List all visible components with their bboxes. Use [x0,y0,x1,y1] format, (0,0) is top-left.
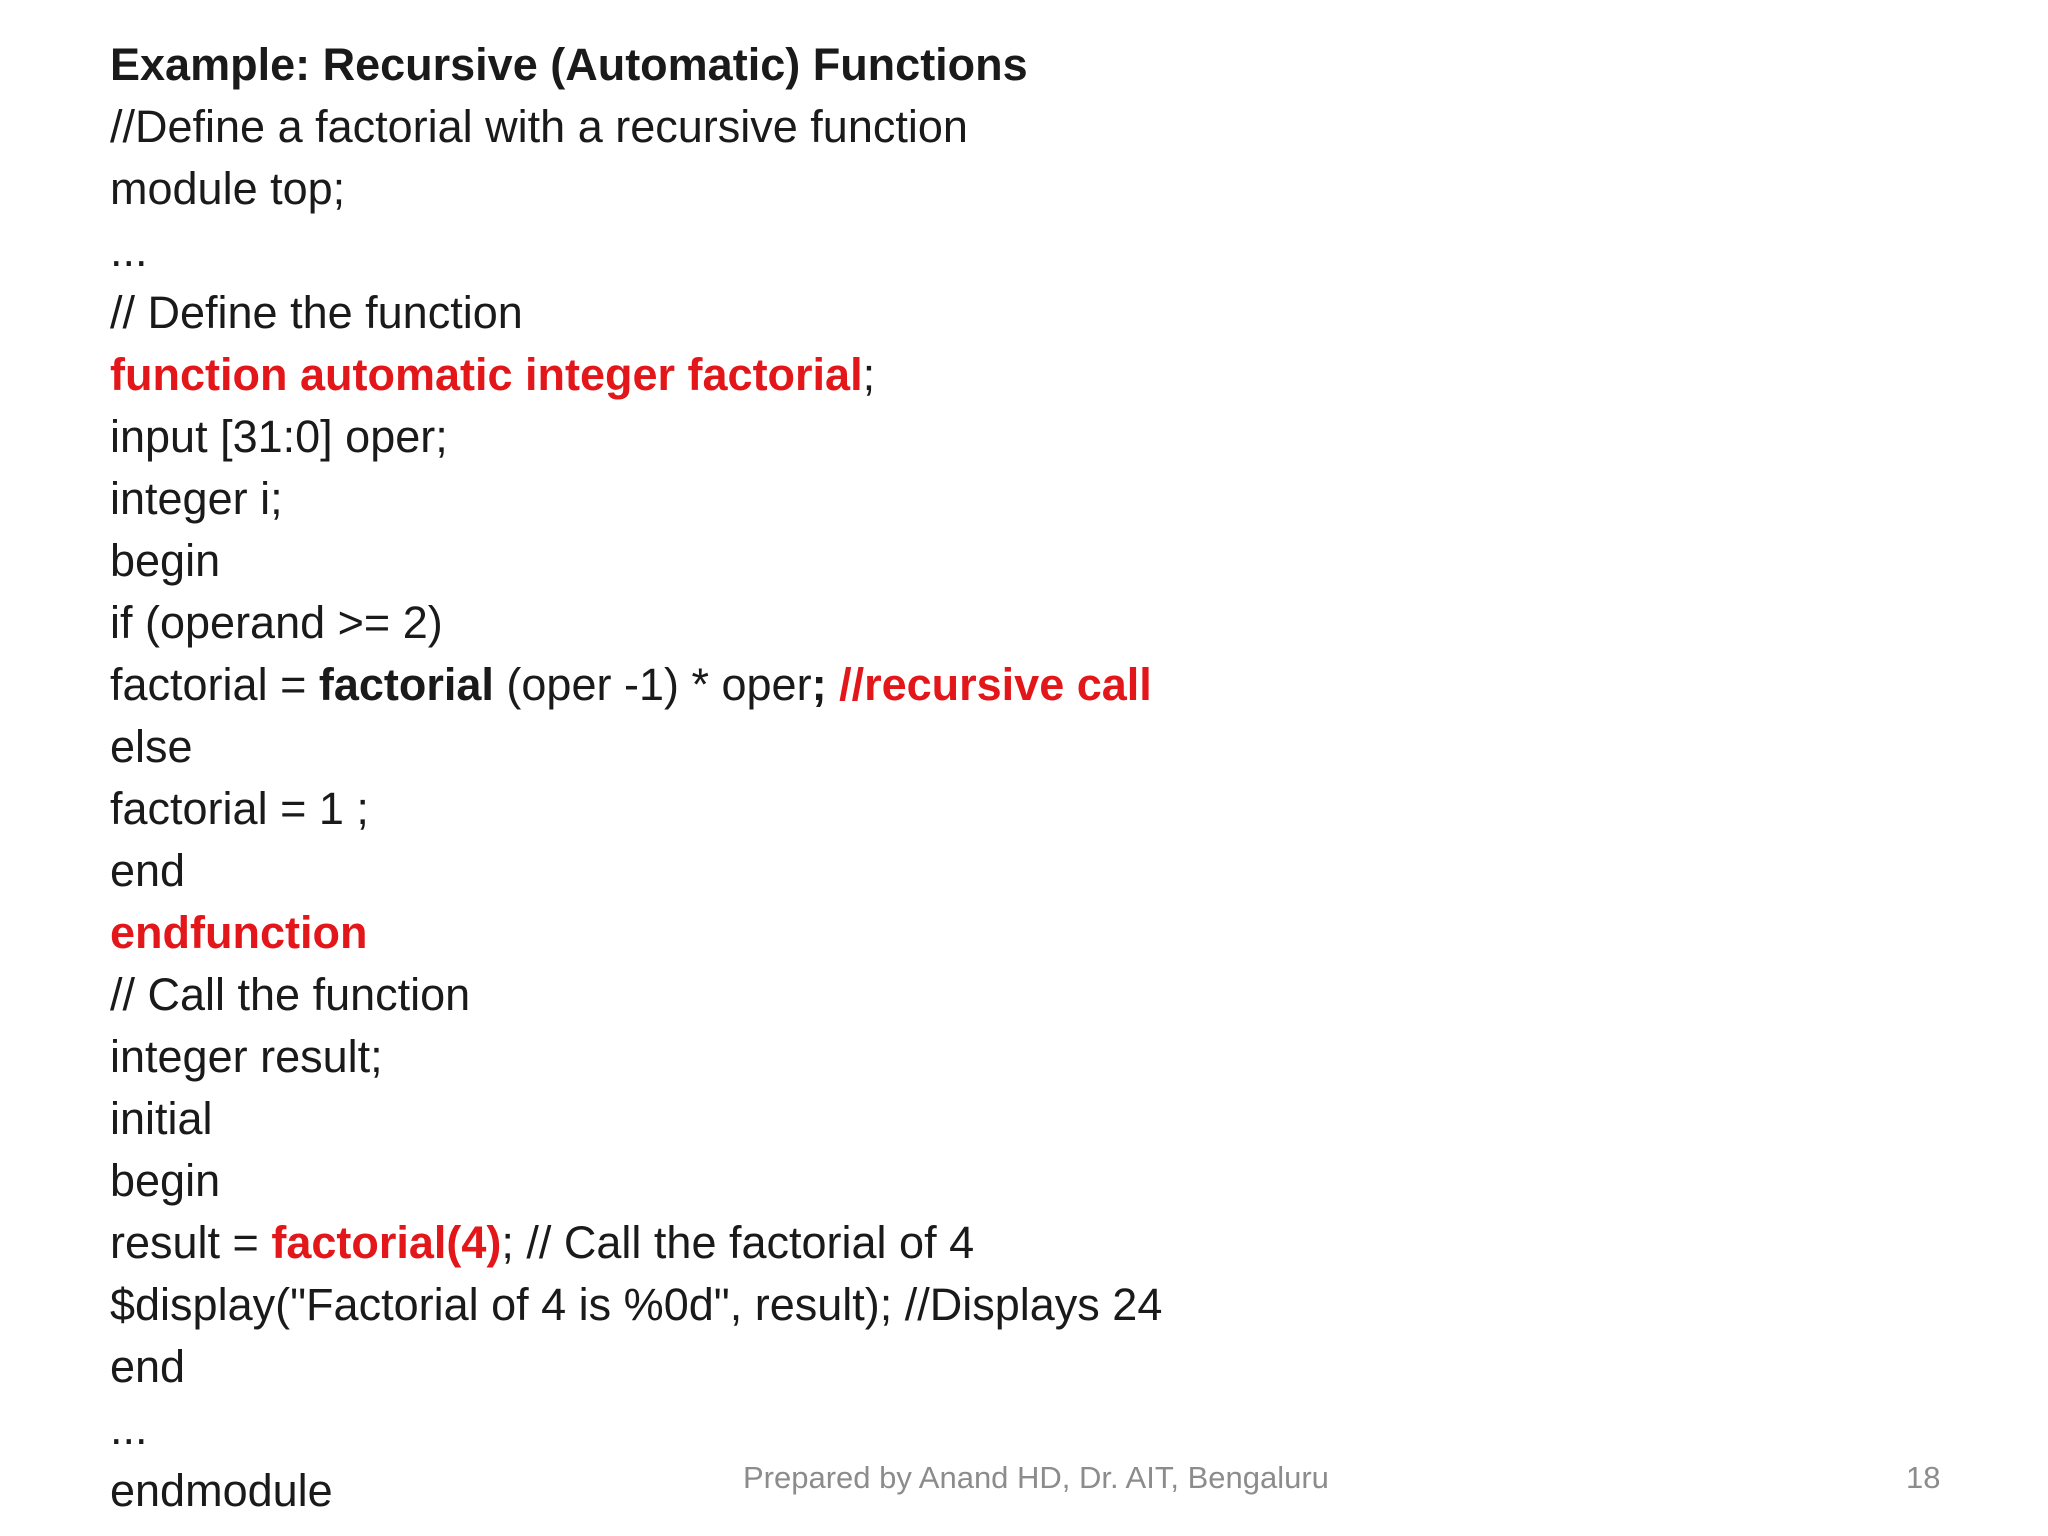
code-block [110,34,1610,1522]
function-keyword-highlight: function automatic integer factorial [110,349,863,400]
recursive-semicolon: ; [811,659,827,710]
code-line-comment-define-function: // Define the function [110,287,523,338]
code-line-result-assign [110,1212,1610,1274]
recursive-assign-lhs: factorial = [110,659,319,710]
code-line-function-declaration [110,344,1610,406]
code-line-ellipsis-2: ... [110,1403,148,1454]
recursive-call-comment: //recursive call [826,659,1152,710]
code-line-input: input [31:0] oper; [110,411,448,462]
code-line-end-2: end [110,1341,186,1392]
code-line-integer-i: integer i; [110,473,283,524]
code-line-endfunction [110,902,1610,964]
slide-title: Example: Recursive (Automatic) Functions [110,39,1028,90]
endfunction-keyword-highlight: endfunction [110,907,368,958]
code-line-display: $display("Factorial of 4 is %0d", result); //Displays 24 [110,1279,1163,1330]
code-line-module-top: module top; [110,163,346,214]
code-line-comment-define-factorial: //Define a factorial with a recursive function [110,101,968,152]
result-assign-lhs: result = [110,1217,272,1268]
code-line-ellipsis: ... [110,225,148,276]
code-line-initial: initial [110,1093,213,1144]
page-number: 18 [1906,1460,1941,1495]
code-line-begin-2: begin [110,1155,221,1206]
factorial-4-call-highlight: factorial(4) [271,1217,502,1268]
function-declaration-semicolon: ; [862,349,876,400]
code-line-recursive-call [110,654,1610,716]
code-line-else: else [110,721,193,772]
code-line-if: if (operand >= 2) [110,597,443,648]
result-assign-comment: ; // Call the factorial of 4 [501,1217,975,1268]
recursive-factorial-call: factorial [318,659,494,710]
recursive-args: (oper -1) * oper [493,659,812,710]
code-line-begin: begin [110,535,221,586]
code-line-integer-result: integer result; [110,1031,383,1082]
code-line-factorial-one: factorial = 1 ; [110,783,369,834]
footer-credit: Prepared by Anand HD, Dr. AIT, Bengaluru [743,1460,1329,1495]
code-line-comment-call-function: // Call the function [110,969,471,1020]
code-line-endmodule: endmodule [110,1465,333,1516]
code-line-end: end [110,845,186,896]
